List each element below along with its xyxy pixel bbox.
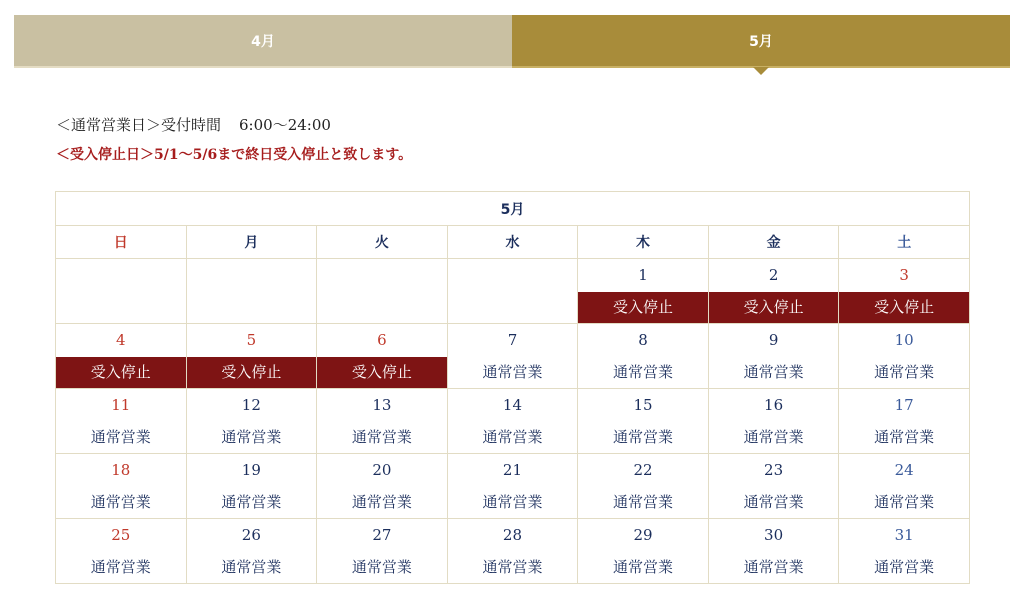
day-number: 27 (372, 526, 392, 544)
calendar-day-cell (839, 259, 970, 324)
calendar-body (56, 259, 970, 584)
calendar-day-cell (56, 259, 187, 324)
day-number: 13 (372, 396, 392, 414)
day-status: 通常営業 (482, 493, 543, 511)
day-status: 通常営業 (351, 428, 412, 446)
calendar-day-cell (317, 389, 448, 454)
day-status: 通常営業 (221, 428, 282, 446)
weekday-wed: 水 (447, 226, 578, 259)
day-status: 通常営業 (874, 558, 935, 576)
regular-hours-line (56, 114, 412, 136)
day-number: 8 (638, 331, 648, 349)
day-status: 受入停止 (839, 292, 969, 323)
day-number: 23 (764, 461, 784, 479)
day-number: 30 (764, 526, 784, 544)
tab-april-label: 4月 (251, 33, 275, 50)
day-status: 通常営業 (743, 428, 804, 446)
day-number (317, 259, 447, 292)
day-status: 通常営業 (90, 428, 151, 446)
day-status: 受入停止 (709, 292, 839, 323)
day-number: 25 (111, 526, 131, 544)
calendar-day-cell (56, 454, 187, 519)
calendar-day-cell (578, 324, 709, 389)
weekday-fri: 金 (708, 226, 839, 259)
day-number: 12 (241, 396, 261, 414)
day-number: 26 (241, 526, 261, 544)
active-tab-arrow-icon (753, 67, 769, 75)
day-number: 10 (894, 331, 914, 349)
day-status (187, 292, 317, 323)
day-status: 受入停止 (56, 357, 186, 388)
calendar-day-cell (447, 389, 578, 454)
day-number: 1 (638, 266, 648, 284)
day-number: 5 (246, 331, 257, 349)
calendar-day-cell (186, 389, 317, 454)
calendar-day-cell (578, 454, 709, 519)
day-status: 通常営業 (482, 428, 543, 446)
day-number: 28 (502, 526, 523, 544)
day-status: 受入停止 (187, 357, 317, 388)
day-number: 4 (116, 331, 126, 349)
day-status (317, 292, 447, 323)
day-status: 通常営業 (613, 493, 674, 511)
weekday-sun: 日 (56, 226, 187, 259)
day-number: 19 (241, 461, 261, 479)
day-status: 受入停止 (317, 357, 447, 388)
day-status (448, 292, 578, 323)
day-status: 通常営業 (874, 493, 935, 511)
calendar-week-row (56, 259, 970, 324)
day-status: 通常営業 (613, 558, 674, 576)
day-number: 16 (764, 396, 784, 414)
day-number: 3 (899, 266, 909, 284)
calendar-week-row (56, 519, 970, 584)
day-status: 通常営業 (351, 558, 412, 576)
day-number: 22 (633, 461, 653, 479)
day-number: 11 (111, 396, 131, 414)
weekday-mon: 月 (186, 226, 317, 259)
day-number (187, 259, 317, 292)
day-status: 通常営業 (482, 363, 543, 381)
calendar-week-row (56, 454, 970, 519)
business-hours-info (56, 114, 412, 166)
day-status: 通常営業 (90, 493, 151, 511)
day-number: 9 (768, 331, 779, 349)
day-number: 29 (633, 526, 653, 544)
calendar-table (55, 191, 970, 584)
weekday-sat: 土 (839, 226, 970, 259)
calendar-day-cell (708, 324, 839, 389)
calendar-day-cell (56, 389, 187, 454)
day-number: 2 (768, 266, 779, 284)
day-number: 7 (507, 331, 518, 349)
calendar-day-cell (578, 389, 709, 454)
calendar-day-cell (447, 519, 578, 584)
day-status: 通常営業 (743, 363, 804, 381)
calendar-day-cell (578, 519, 709, 584)
day-status: 通常営業 (221, 493, 282, 511)
day-number (448, 259, 578, 292)
day-number: 6 (377, 331, 387, 349)
calendar-day-cell (447, 259, 578, 324)
day-number: 20 (372, 461, 392, 479)
calendar-day-cell (708, 454, 839, 519)
day-status: 通常営業 (351, 493, 412, 511)
calendar-day-cell (839, 324, 970, 389)
regular-hours-value: 6:00〜24:00 (239, 116, 331, 134)
calendar-title: 5月 (56, 192, 970, 226)
calendar-day-cell (317, 324, 448, 389)
day-status: 通常営業 (482, 558, 543, 576)
calendar-week-row (56, 389, 970, 454)
calendar-day-cell (839, 519, 970, 584)
tab-may[interactable] (512, 15, 1010, 68)
day-number: 18 (111, 461, 131, 479)
day-number: 31 (894, 526, 914, 544)
day-status: 通常営業 (221, 558, 282, 576)
calendar-day-cell (186, 454, 317, 519)
tab-april[interactable] (14, 15, 512, 68)
calendar-day-cell (186, 259, 317, 324)
day-status: 通常営業 (613, 428, 674, 446)
calendar-week-row (56, 324, 970, 389)
calendar-day-cell (186, 519, 317, 584)
weekday-header-row (56, 226, 970, 259)
day-number: 21 (502, 461, 523, 479)
day-status: 通常営業 (874, 363, 935, 381)
calendar-day-cell (708, 389, 839, 454)
calendar-day-cell (447, 454, 578, 519)
day-status: 通常営業 (874, 428, 935, 446)
calendar-day-cell (317, 454, 448, 519)
day-status (56, 292, 186, 323)
calendar-day-cell (56, 519, 187, 584)
calendar-day-cell (708, 519, 839, 584)
day-status: 通常営業 (90, 558, 151, 576)
calendar-day-cell (186, 324, 317, 389)
day-status: 通常営業 (743, 558, 804, 576)
day-number: 15 (633, 396, 653, 414)
calendar-day-cell (317, 519, 448, 584)
day-number: 24 (894, 461, 914, 479)
calendar-day-cell (839, 454, 970, 519)
calendar-day-cell (708, 259, 839, 324)
day-number: 14 (502, 396, 523, 414)
regular-hours-label: ＜通常営業日＞受付時間 (56, 116, 222, 134)
weekday-thu: 木 (578, 226, 709, 259)
closure-notice: ＜受入停止日＞5/1〜5/6まで終日受入停止と致します。 (56, 147, 413, 163)
day-number (56, 259, 186, 292)
calendar-day-cell (578, 259, 709, 324)
calendar-day-cell (447, 324, 578, 389)
calendar-day-cell (317, 259, 448, 324)
day-status: 通常営業 (743, 493, 804, 511)
calendar-day-cell (56, 324, 187, 389)
day-number: 17 (894, 396, 914, 414)
day-status: 受入停止 (578, 292, 708, 323)
calendar-day-cell (839, 389, 970, 454)
tab-may-label: 5月 (749, 33, 773, 50)
weekday-tue: 火 (317, 226, 448, 259)
day-status: 通常営業 (613, 363, 674, 381)
month-tabs (14, 15, 1010, 68)
